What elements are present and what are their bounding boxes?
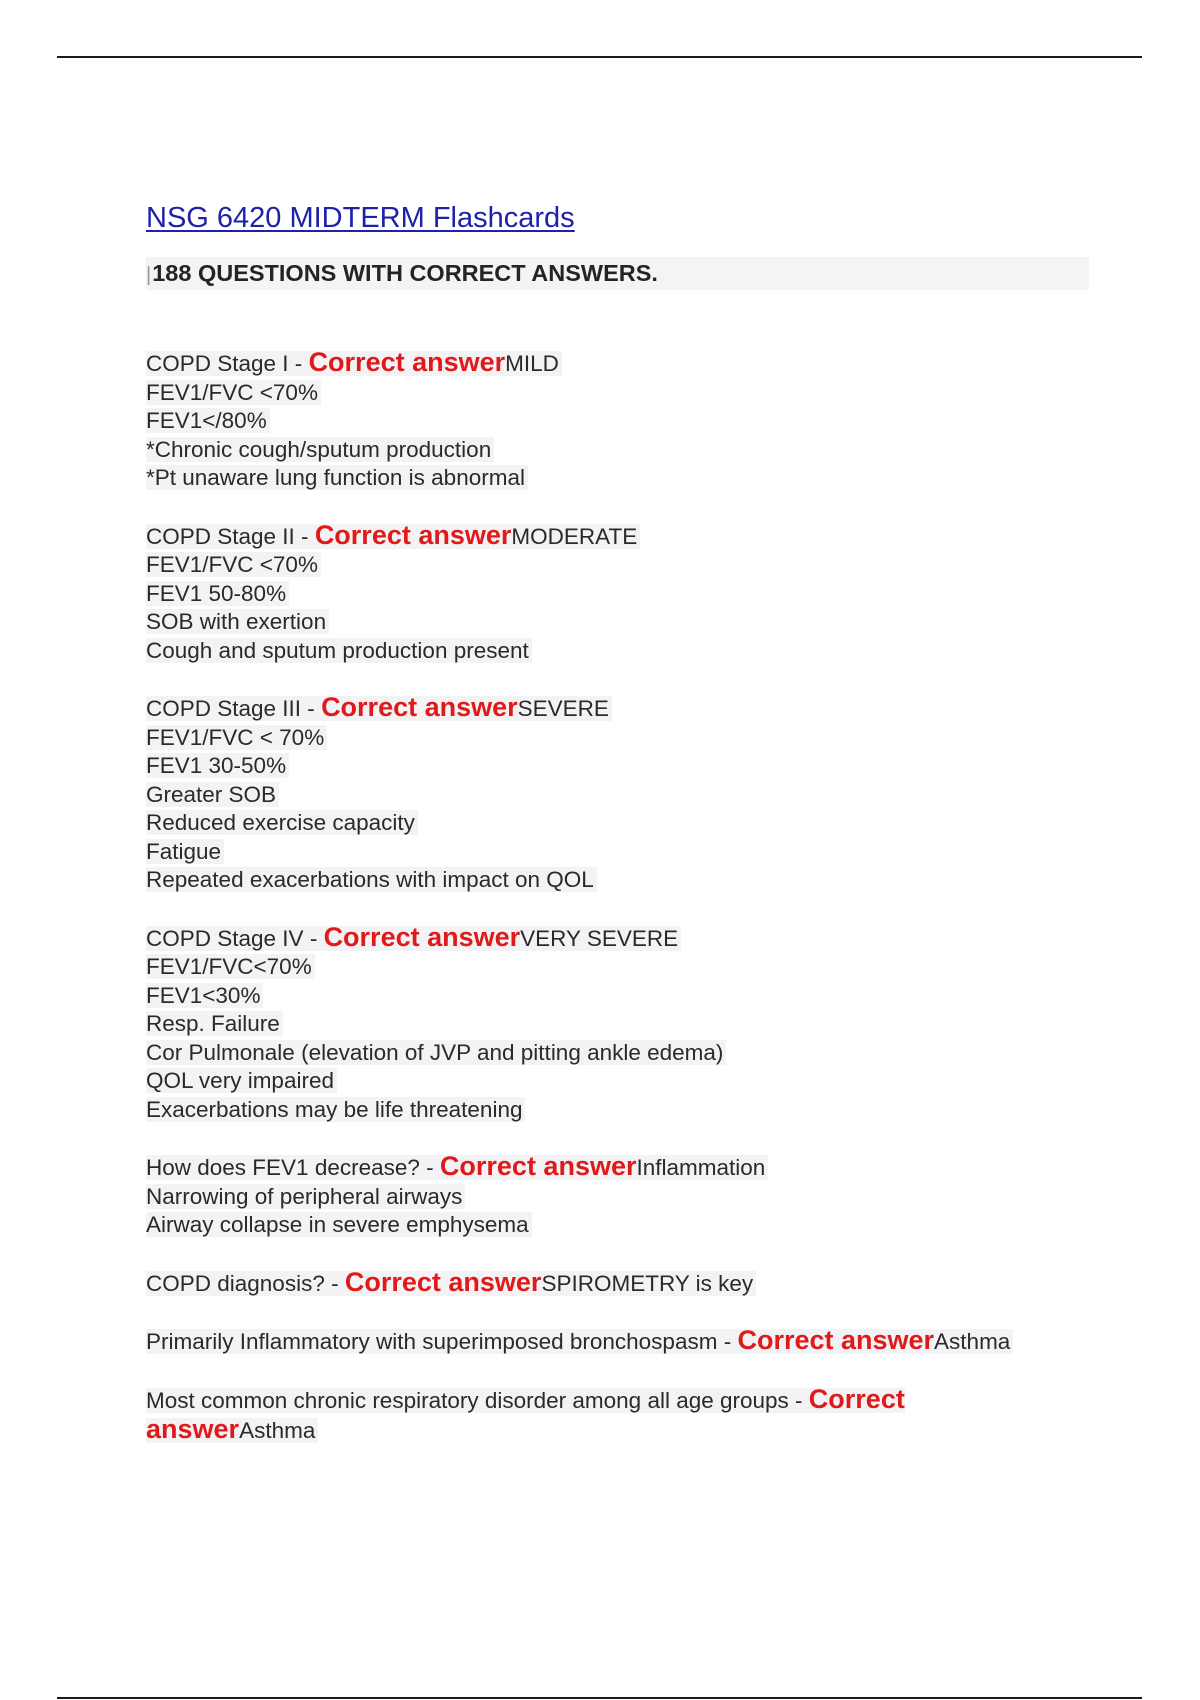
detail-line: Cough and sputum production present	[146, 637, 1086, 666]
flashcard	[146, 923, 1086, 1125]
document-subtitle	[146, 257, 1089, 290]
question-text: COPD Stage II - Correct answerMODERATE	[146, 524, 640, 549]
detail-line: *Chronic cough/sputum production	[146, 436, 1086, 465]
detail-line: Narrowing of peripheral airways	[146, 1183, 1086, 1212]
question-line	[146, 923, 1086, 954]
correct-answer-label: Correct answer	[146, 1383, 905, 1444]
correct-answer-label: Correct answer	[314, 519, 512, 550]
correct-answer-label: Correct answer	[344, 1266, 542, 1297]
detail-line: Resp. Failure	[146, 1010, 1086, 1039]
question-line	[146, 348, 1086, 379]
correct-answer-label: Correct answer	[308, 347, 506, 377]
answer-text: Inflammation	[636, 1155, 766, 1180]
detail-line: FEV1 30-50%	[146, 752, 1086, 781]
detail-line: SOB with exertion	[146, 608, 1086, 637]
question-text: How does FEV1 decrease? - Correct answerInflammation	[146, 1155, 768, 1180]
flashcard	[146, 693, 1086, 895]
detail-line: FEV1/FVC <70%	[146, 379, 1086, 408]
correct-answer-label: Correct answer	[321, 692, 518, 722]
answer-text: SEVERE	[517, 696, 609, 721]
flashcard	[146, 1152, 1086, 1240]
question-line	[146, 1385, 976, 1446]
detail-line: FEV1/FVC < 70%	[146, 724, 1086, 753]
flashcard	[146, 1385, 1086, 1446]
document-title-link[interactable]: NSG 6420 MIDTERM Flashcards	[146, 202, 575, 234]
detail-line: Airway collapse in severe emphysema	[146, 1211, 1086, 1240]
question-line	[146, 1326, 1086, 1357]
answer-text: VERY SEVERE	[520, 925, 679, 951]
question-line	[146, 521, 1086, 552]
question-text: COPD Stage III - Correct answerSEVERE	[146, 696, 612, 721]
subtitle-marker: |	[146, 264, 152, 286]
answer-text: Asthma	[239, 1418, 316, 1443]
flashcard	[146, 1326, 1086, 1357]
flashcard	[146, 1268, 1086, 1299]
detail-line: QOL very impaired	[146, 1067, 1086, 1096]
question-text: COPD Stage I - Correct answerMILD	[146, 351, 562, 376]
correct-answer-label: Correct answer	[323, 921, 521, 952]
title-row	[146, 198, 1086, 238]
detail-line: Reduced exercise capacity	[146, 809, 1086, 838]
detail-line: FEV1 50-80%	[146, 580, 1086, 609]
detail-line: FEV1/FVC<70%	[146, 953, 1086, 982]
question-line	[146, 1268, 1086, 1299]
page-bottom-rule	[57, 1697, 1142, 1699]
detail-line: FEV1/FVC <70%	[146, 551, 1086, 580]
answer-text: MILD	[505, 351, 559, 376]
detail-line: *Pt unaware lung function is abnormal	[146, 464, 1086, 493]
question-text: Most common chronic respiratory disorder among all age groups - Correct answerAsthma	[146, 1383, 905, 1444]
answer-text: MODERATE	[511, 523, 638, 549]
detail-line: Cor Pulmonale (elevation of JVP and pitting ankle edema)	[146, 1039, 1086, 1068]
detail-line: Greater SOB	[146, 781, 1086, 810]
answer-text: Asthma	[934, 1329, 1011, 1354]
detail-line: FEV1</80%	[146, 407, 1086, 436]
flashcard	[146, 348, 1086, 493]
page-top-rule	[57, 56, 1142, 58]
question-text: Primarily Inflammatory with superimposed bronchospasm - Correct answerAsthma	[146, 1329, 1013, 1354]
detail-line: Fatigue	[146, 838, 1086, 867]
detail-line: Exacerbations may be life threatening	[146, 1096, 1086, 1125]
flashcard	[146, 521, 1086, 666]
answer-text: SPIROMETRY is key	[541, 1270, 754, 1296]
page-content	[146, 198, 1086, 1474]
question-text: COPD Stage IV - Correct answerVERY SEVERE	[146, 926, 681, 951]
detail-line: Repeated exacerbations with impact on QOL	[146, 866, 1086, 895]
question-line	[146, 1152, 1086, 1183]
correct-answer-label: Correct answer	[737, 1325, 935, 1355]
flashcard-list	[146, 348, 1086, 1446]
question-text: COPD diagnosis? - Correct answerSPIROMETRY is key	[146, 1271, 756, 1296]
correct-answer-label: Correct answer	[439, 1151, 637, 1181]
subtitle-text: 188 QUESTIONS WITH CORRECT ANSWERS.	[152, 260, 658, 286]
detail-line: FEV1<30%	[146, 982, 1086, 1011]
question-line	[146, 693, 1086, 724]
